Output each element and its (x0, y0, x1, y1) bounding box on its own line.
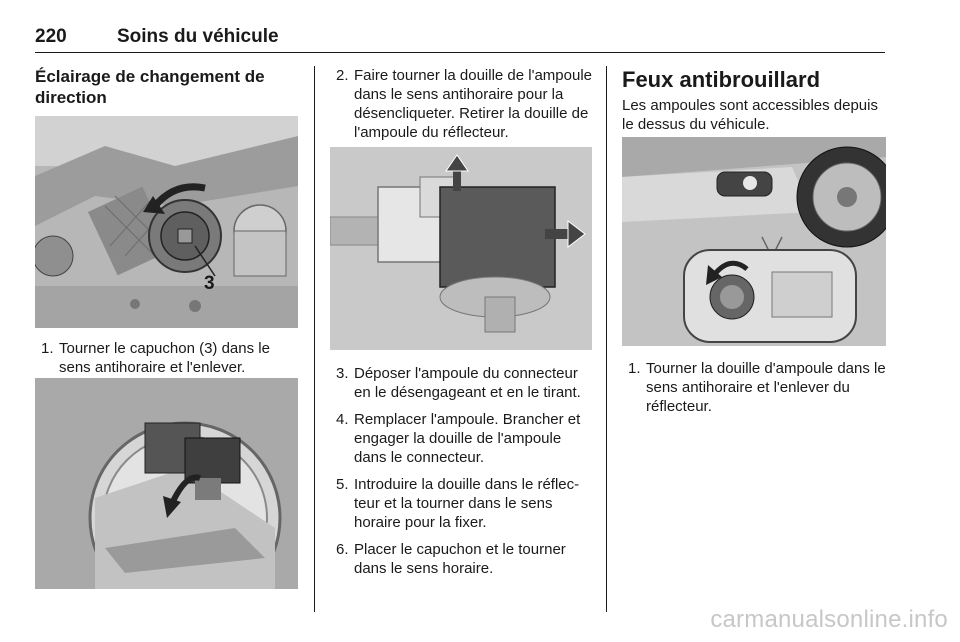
column-divider-right (606, 66, 607, 612)
step-text: Tourner le capuchon (3) dans le sens antihoraire et l'enlever. (59, 340, 270, 376)
list-item: 5. Introduire la douille dans le réflecteur et la tourner dans le sens horaire pour la fixer. (336, 476, 580, 531)
page-title: Soins du véhicule (117, 26, 279, 47)
step-text: Remplacer l'ampoule. Brancher et engager la douille de l'ampoule dans le connecteur. (354, 411, 581, 466)
column-middle (330, 66, 592, 150)
step-text: Faire tourner la douille de l'ampoule dans le sens antihoraire pour la désencliqueter. Retirer la douille de l'ampoule du réflecteur. (354, 67, 593, 141)
list-item: 3. Déposer l'ampoule du connecteur en le désengageant et en le tirant. (336, 365, 581, 401)
list-item: 1. Tourner la douille d'ampoule dans le sens antihoraire et l'enlever du réflecteur. (628, 360, 886, 415)
list-item: 2. Faire tourner la douille de l'ampoule dans le sens antihoraire pour la désencliqueter. Retirer la douille de l'ampoule du réflecteur. (336, 67, 593, 141)
section-heading-fog-lights: Feux antibrouillard (622, 67, 821, 92)
step-text: Tourner la douille d'ampoule dans le sens antihoraire et l'enlever du réflecteur. (646, 360, 886, 415)
fog-lights-intro: Les ampoules sont accessibles depuis le dessus du véhicule. (622, 97, 878, 133)
page-header (35, 26, 885, 53)
watermark: carmanualsonline.info (710, 606, 948, 633)
column-left (35, 66, 299, 108)
step-text: Déposer l'ampoule du connecteur en le désengageant et en le tirant. (354, 365, 581, 401)
page-number: 220 (35, 26, 67, 47)
list-item: 4. Remplacer l'ampoule. Brancher et engager la douille de l'ampoule dans le connecteur. (336, 411, 581, 466)
steps-fog-lights (622, 359, 886, 424)
section-heading-turn-signal: Éclairage de changement de direction (35, 67, 265, 107)
list-item: 1. Tourner le capuchon (3) dans le sens antihoraire et l'enlever. (41, 340, 270, 376)
column-divider-left (314, 66, 315, 612)
list-item: 6. Placer le capuchon et le tourner dans le sens horaire. (336, 541, 566, 577)
steps-replace-bulb (330, 364, 592, 586)
figure-callout-3: 3 (204, 273, 215, 294)
step-text: Placer le capuchon et le tourner dans le sens horaire. (354, 541, 566, 577)
figure-fog-lamp (622, 137, 886, 346)
figure-bulb-socket-removal (35, 378, 298, 589)
step-text: Introduire la douille dans le réflecteur et la tourner dans le sens horaire pour la fixer. (354, 476, 580, 531)
figure-bulb-connector (330, 147, 592, 350)
column-right (622, 66, 886, 134)
figure-headlamp-cap (35, 116, 298, 328)
